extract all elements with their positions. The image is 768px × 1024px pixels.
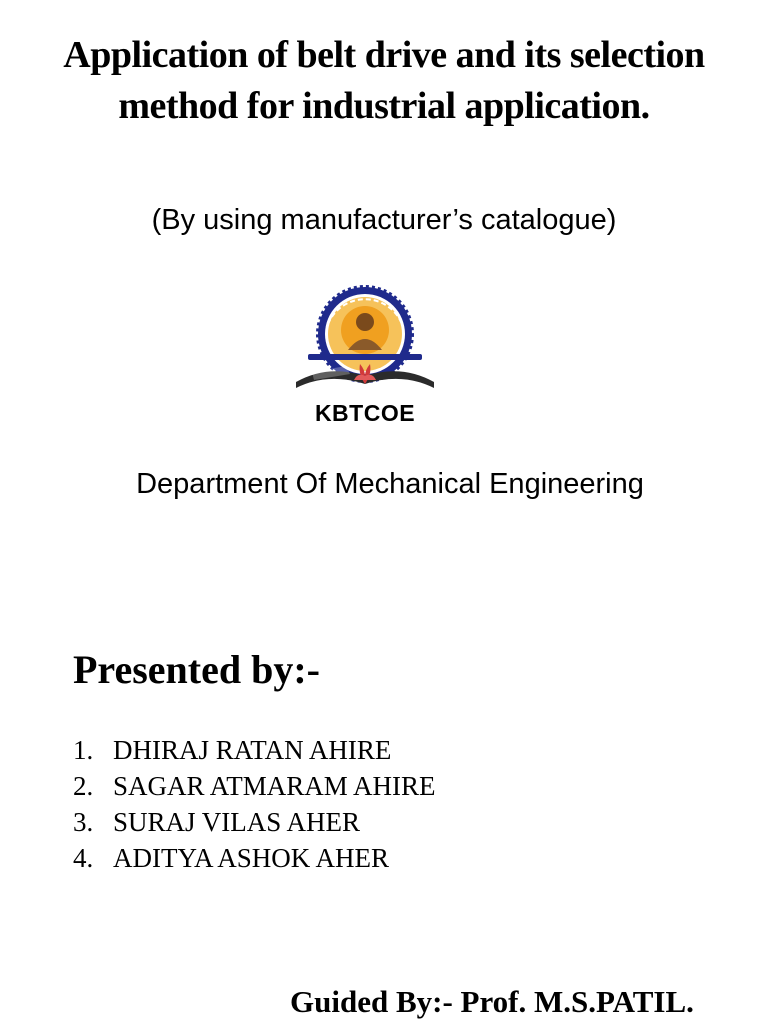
member-number: 1. [73,735,94,765]
list-item [73,804,436,840]
member-list [73,732,436,876]
presented-by-heading: Presented by:- [73,647,320,692]
college-emblem-icon [288,284,442,400]
college-logo [288,284,442,428]
document-subtitle: (By using manufacturer’s catalogue) [151,204,617,236]
guided-by: Guided By:- Prof. M.S.PATIL. [290,984,694,1019]
member-name: SAGAR ATMARAM AHIRE [113,771,436,801]
member-name: SURAJ VILAS AHER [113,807,361,837]
member-name: ADITYA ASHOK AHER [113,843,390,873]
member-number: 2. [73,771,94,801]
list-item [73,840,436,876]
department-name: Department Of Mechanical Engineering [136,468,644,500]
list-item [73,768,436,804]
list-item [73,732,436,768]
member-name: DHIRAJ RATAN AHIRE [113,735,392,765]
member-number: 3. [73,807,94,837]
logo-text: KBTCOE [314,400,416,426]
document-title: Application of belt drive and its selection method for industrial application. [63,34,705,127]
member-number: 4. [73,843,94,873]
